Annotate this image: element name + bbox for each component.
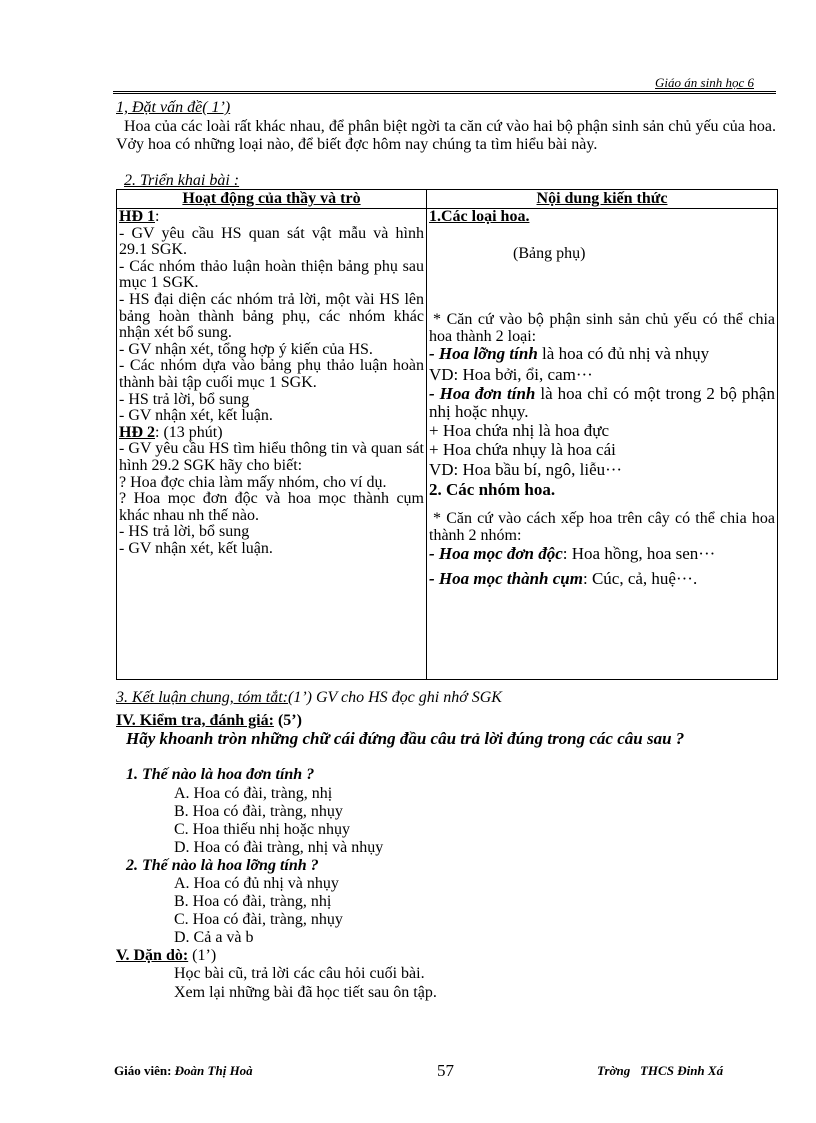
- knowledge-content: [427, 209, 778, 680]
- section2-heading: 2. Triển khai bài :: [124, 172, 240, 189]
- hoa-moc-thanh-cum-term: - Hoa mọc thành cụm: [429, 569, 583, 589]
- left-line-1: - GV yêu cầu HS quan sát vật mẫu và hình 29.1 SGK.: [119, 224, 424, 259]
- section5-line: [116, 947, 776, 965]
- right-line-1: * Căn cứ vào bộ phận sinh sản chủ yếu có thể chia hoa thành 2 loại:: [429, 311, 775, 345]
- q1-option-d: D. Hoa có đài tràng, nhị và nhụy: [174, 839, 384, 856]
- section1-heading: 1, Đặt vấn đề( 1’): [116, 99, 231, 116]
- left-line-7: - GV nhận xét, kết luận.: [119, 407, 273, 425]
- page-header-title: Giáo án sinh học 6: [655, 75, 754, 90]
- section5-line-1: Học bài cũ, trả lời các câu hỏi cuối bài.: [174, 965, 425, 982]
- hoa-luong-tinh-def: là hoa có đủ nhị và nhụy: [537, 344, 710, 364]
- q2-option-b: B. Hoa có đài, tràng, nhị: [174, 893, 332, 910]
- q1-option-c: C. Hoa thiếu nhị hoặc nhụy: [174, 821, 350, 838]
- section3-line: [116, 689, 776, 707]
- left-line-12: - GV nhận xét, kết luận.: [119, 539, 273, 557]
- col1-header: Hoạt động của thầy và trò: [117, 190, 427, 209]
- left-line-5: - Các nhóm dựa vào bảng phụ thảo luận hoàn thành bài tập cuối mục 1 SGK.: [119, 357, 424, 391]
- question-2: 2. Thế nào là hoa lỡng tính ?: [126, 857, 319, 874]
- left-line-8: - GV yêu cầu HS tìm hiểu thông tin và quan sát hình 29.2 SGK hãy cho biết:: [119, 440, 424, 474]
- hoa-moc-don-doc-def: : Hoa hồng, hoa sen···: [562, 544, 716, 564]
- hd1-colon: :: [155, 208, 160, 225]
- footer-teacher: [114, 1063, 253, 1079]
- section5-line-2: Xem lại những bài đã học tiết sau ôn tập.: [174, 984, 437, 1001]
- right-line-8: * Căn cứ vào cách xếp hoa trên cây có thể chia hoa thành 2 nhóm:: [429, 510, 775, 545]
- right-line-vd2: VD: Hoa bầu bí, ngô, liễu···: [429, 460, 623, 480]
- hd2-time: : (13 phút): [155, 423, 223, 441]
- left-line-6: - HS trả lời, bổ sung: [119, 390, 250, 408]
- lesson-table: [116, 189, 778, 680]
- school-label: Trờng: [597, 1063, 631, 1078]
- q2-option-d: D. Cả a và b: [174, 929, 254, 946]
- hd1-label: HĐ 1: [119, 208, 155, 225]
- right-line-hoa-duc: + Hoa chứa nhị là hoa đực: [429, 421, 610, 441]
- left-line-9: ? Hoa đợc chia làm mấy nhóm, cho ví dụ.: [119, 473, 387, 491]
- q2-option-a: A. Hoa có đủ nhị và nhụy: [174, 875, 339, 892]
- q2-option-c: C. Hoa có đài, tràng, nhụy: [174, 911, 343, 928]
- section4-time: (5’): [273, 712, 302, 729]
- right-line-hoa-cai: + Hoa chứa nhụy là hoa cái: [429, 440, 616, 460]
- col2-header: Nội dung kiến thức: [427, 190, 778, 209]
- teacher-name: Đoàn Thị Hoà: [174, 1063, 253, 1078]
- section3-heading: 3. Kết luận chung, tóm tắt:: [116, 689, 288, 706]
- bang-phu-label: (Bảng phụ): [513, 244, 586, 262]
- q1-option-a: A. Hoa có đài, tràng, nhị: [174, 785, 333, 802]
- left-line-2: - Các nhóm thảo luận hoàn thiện bảng phụ sau mục 1 SGK.: [119, 257, 424, 292]
- teacher-student-activities: [117, 209, 427, 680]
- section5-time: (1’): [188, 947, 217, 964]
- section4-line: [116, 712, 776, 730]
- footer-school: [597, 1063, 723, 1079]
- left-line-4: - GV nhận xét, tổng hợp ý kiến của HS.: [119, 340, 373, 358]
- left-line-10: ? Hoa mọc đơn độc và hoa mọc thành cụm khác nhau nh thế nào.: [119, 490, 424, 524]
- section5-heading: V. Dặn dò:: [116, 947, 189, 964]
- q1-option-b: B. Hoa có đài, tràng, nhụy: [174, 803, 343, 820]
- section3-rest: (1’) GV cho HS đọc ghi nhớ SGK: [287, 689, 502, 706]
- right-heading-2: 2. Các nhóm hoa.: [429, 480, 556, 500]
- right-heading-1: 1.Các loại hoa.: [429, 208, 530, 225]
- right-line-vd1: VD: Hoa bởi, ổi, cam···: [429, 365, 593, 385]
- hd2-label: HĐ 2: [119, 423, 155, 441]
- question-1: 1. Thế nào là hoa đơn tính ?: [126, 766, 315, 783]
- hoa-don-tinh-def: là hoa chỉ có một trong 2 bộ phận nhị hoặc nhụy.: [429, 384, 775, 422]
- section1-text: Hoa của các loài rất khác nhau, để phân biệt ngời ta căn cứ vào hai bộ phận sinh sản chủ yếu của hoa. Vởy hoa có những loại nào, để biết đợc hôm nay chúng ta tìm hiểu bài này.: [116, 118, 776, 153]
- hoa-don-tinh-term: - Hoa đơn tính: [429, 384, 536, 404]
- hoa-moc-thanh-cum-def: : Cúc, cả, huệ···.: [582, 569, 698, 589]
- teacher-label: Giáo viên:: [114, 1063, 172, 1078]
- page-number: 57: [437, 1061, 454, 1080]
- school-name: THCS Đinh Xá: [639, 1063, 724, 1078]
- header-rule: [113, 91, 776, 94]
- hoa-moc-don-doc-term: - Hoa mọc đơn độc: [429, 544, 563, 564]
- table-body-row: [117, 209, 778, 680]
- left-line-3: - HS đại diện các nhóm trả lời, một vài HS lên bảng hoàn thành bảng phụ, các nhóm khác nhận xét bổ sung.: [119, 290, 424, 342]
- table-header-row: [117, 190, 778, 209]
- section4-instruction: Hãy khoanh tròn những chữ cái đứng đầu câu trả lời đúng trong các câu sau ?: [126, 729, 685, 748]
- section4-heading: IV. Kiểm tra, đánh giá:: [116, 712, 274, 729]
- hoa-luong-tinh-term: - Hoa lỡng tính: [429, 344, 538, 364]
- left-line-11: - HS trả lời, bổ sung: [119, 523, 250, 541]
